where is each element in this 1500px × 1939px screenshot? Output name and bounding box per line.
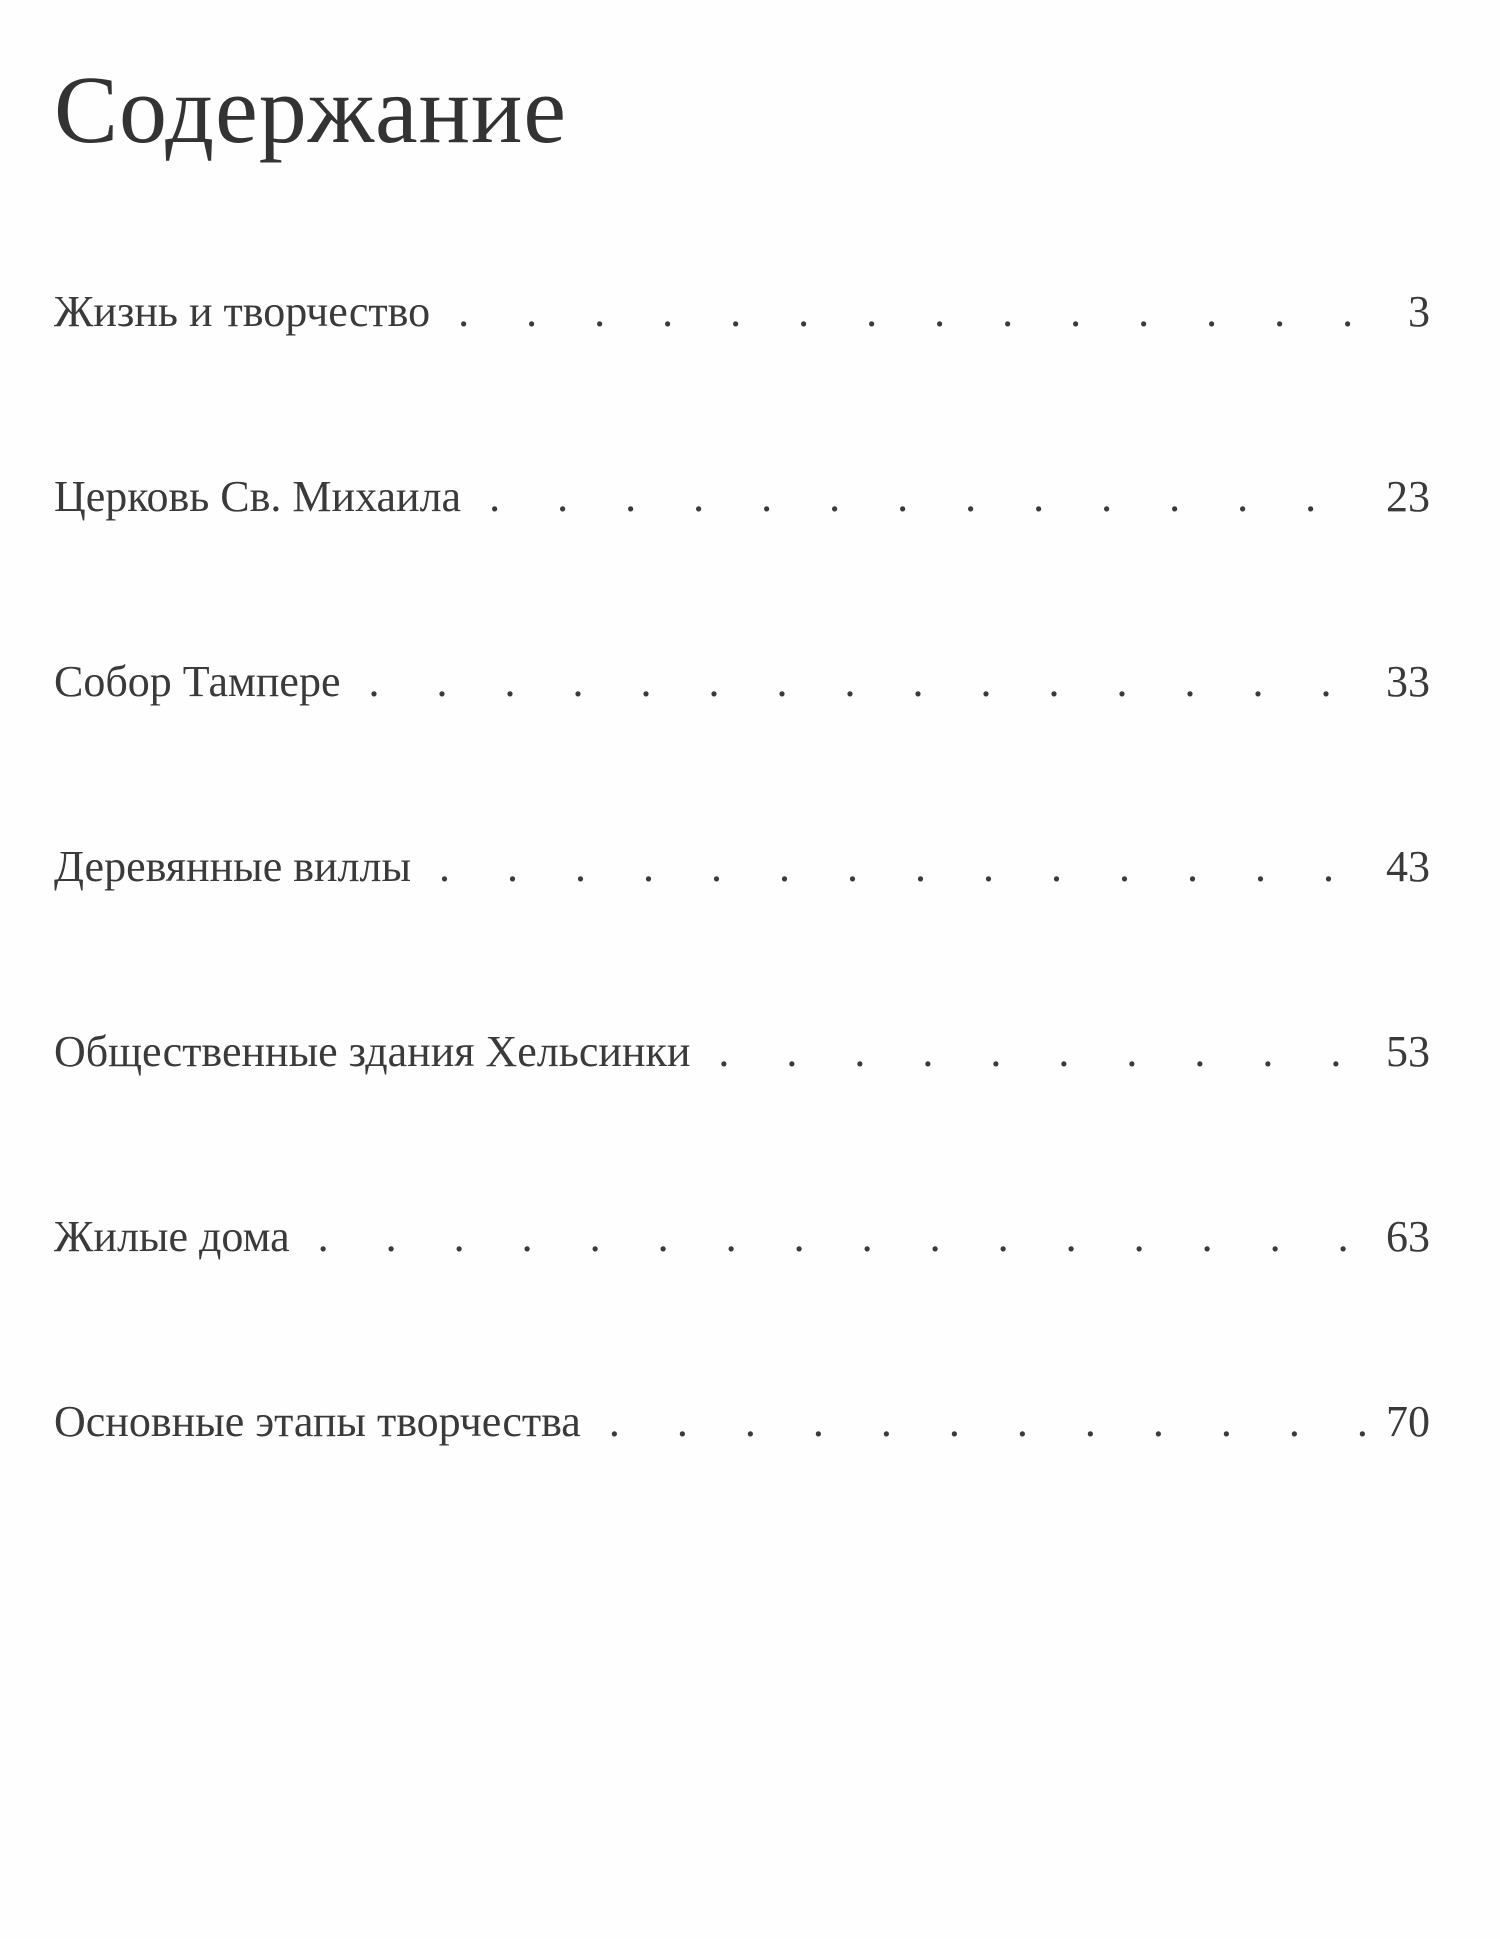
dot-leader [609, 1400, 1370, 1444]
dot-leader [318, 1215, 1370, 1259]
toc-entry[interactable] [54, 287, 1430, 475]
dot-leader [458, 290, 1370, 334]
dot-leader [439, 845, 1370, 889]
toc-entry[interactable] [54, 1397, 1430, 1585]
toc-page-number: 33 [1386, 657, 1430, 706]
dot-leader [489, 475, 1370, 519]
table-of-contents [54, 287, 1430, 1585]
toc-page-number: 43 [1386, 842, 1430, 891]
page-title: Содержание [54, 56, 568, 163]
toc-entry-label: Деревянные виллы [54, 842, 412, 891]
toc-entry-label: Общественные здания Хельсинки [54, 1027, 691, 1076]
toc-entry-label: Собор Тампере [54, 657, 341, 706]
toc-entry[interactable] [54, 842, 1430, 1030]
toc-entry-label: Жилые дома [54, 1212, 290, 1261]
toc-page-number: 3 [1408, 287, 1430, 336]
dot-leader [718, 1030, 1370, 1074]
toc-page-number: 63 [1386, 1212, 1430, 1261]
toc-entry-label: Жизнь и творчество [54, 287, 431, 336]
toc-entry[interactable] [54, 657, 1430, 845]
toc-entry-label: Церковь Св. Михаила [54, 472, 462, 521]
toc-entry[interactable] [54, 1027, 1430, 1215]
toc-page-number: 53 [1386, 1027, 1430, 1076]
dot-leader [369, 660, 1371, 704]
toc-entry[interactable] [54, 1212, 1430, 1400]
toc-entry[interactable] [54, 472, 1430, 660]
toc-entry-label: Основные этапы творчества [54, 1397, 581, 1446]
toc-page-number: 70 [1386, 1397, 1430, 1446]
toc-page-number: 23 [1386, 472, 1430, 521]
